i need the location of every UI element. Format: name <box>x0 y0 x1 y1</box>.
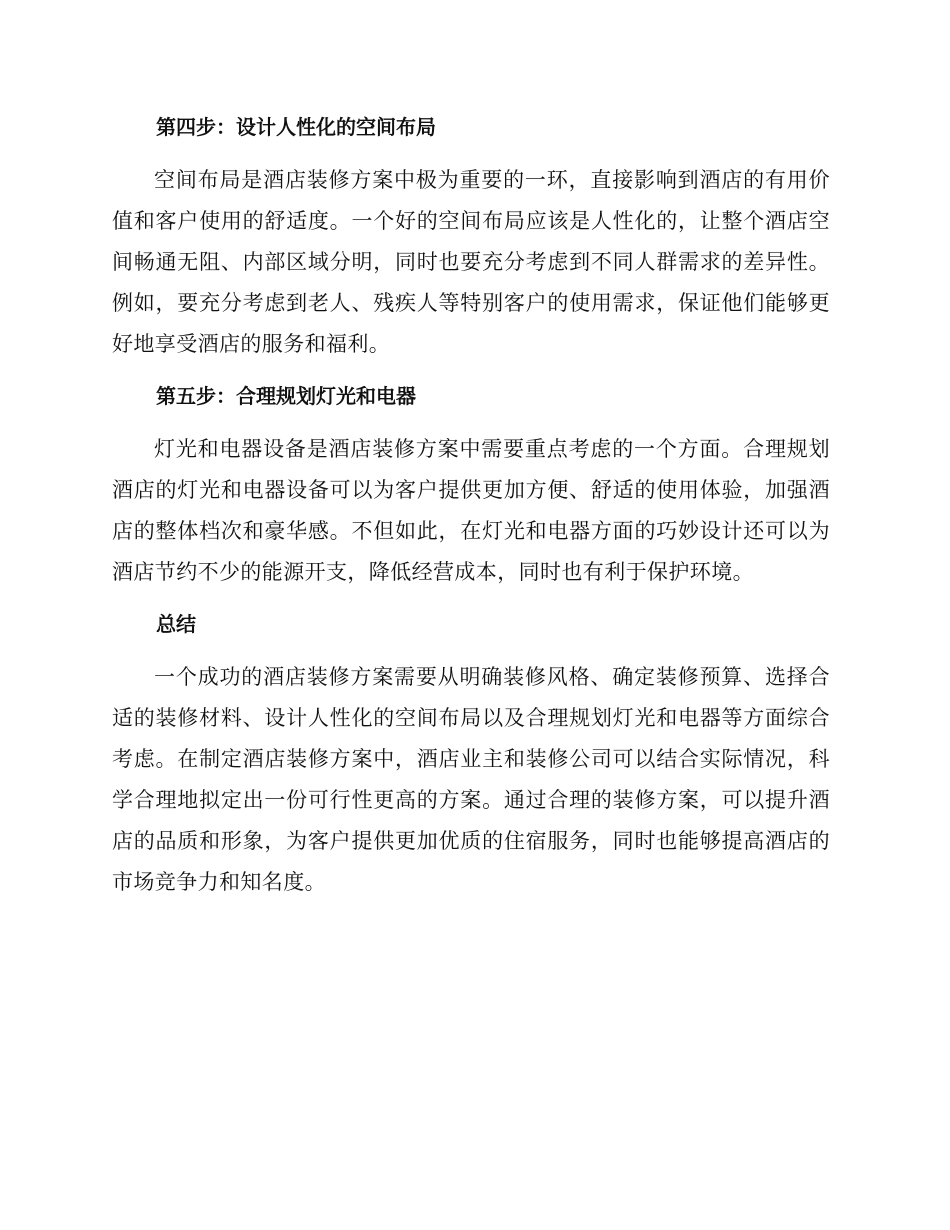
section-paragraph-step-five: 灯光和电器设备是酒店装修方案中需要重点考虑的一个方面。合理规划酒店的灯光和电器设备可以为客户提供更加方便、舒适的使用体验，加强酒店的整体档次和豪华感。不但如此，在灯光和电器方面的巧妙设计还可以为酒店节约不少的能源开支，降低经营成本，同时也有利于保护环境。 <box>112 437 830 584</box>
section-paragraph-summary: 一个成功的酒店装修方案需要从明确装修风格、确定装修预算、选择合适的装修材料、设计人性化的空间布局以及合理规划灯光和电器等方面综合考虑。在制定酒店装修方案中，酒店业主和装修公司可以结合实际情况，科学合理地拟定出一份可行性更高的方案。通过合理的装修方案，可以提升酒店的品质和形象，为客户提供更加优质的住宿服务，同时也能够提高酒店的市场竞争力和知名度。 <box>112 665 830 894</box>
section-paragraph-step-four: 空间布局是酒店装修方案中极为重要的一环，直接影响到酒店的有用价值和客户使用的舒适度。一个好的空间布局应该是人性化的，让整个酒店空间畅通无阻、内部区域分明，同时也要充分考虑到不同人群需求的差异性。例如，要充分考虑到老人、残疾人等特别客户的使用需求，保证他们能够更好地享受酒店的服务和福利。 <box>112 168 830 356</box>
section-heading-summary: 总结 <box>156 612 196 636</box>
section-heading-step-five: 第五步：合理规划灯光和电器 <box>156 384 416 408</box>
section-heading-step-four: 第四步：设计人性化的空间布局 <box>156 115 436 139</box>
